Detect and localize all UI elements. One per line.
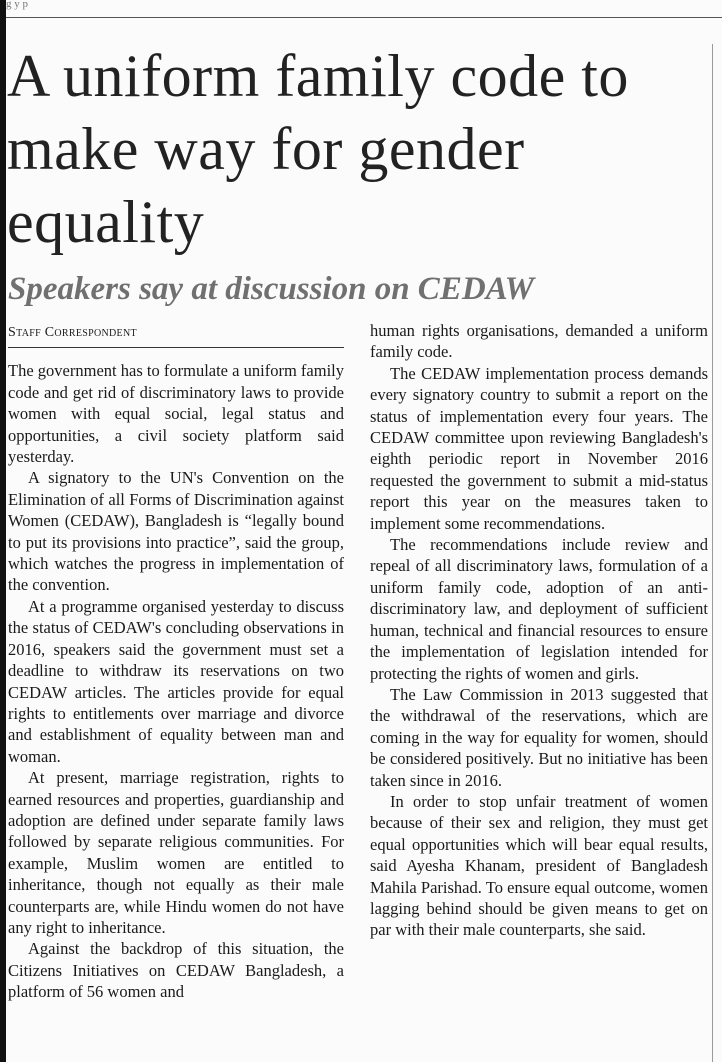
paragraph: The recommendations include review and repeal of all discriminatory laws, formulation of a uniform family code, adoption of an anti-discriminatory law, and deployment of sufficient human, technical and financial resources to ensure the implementation of legislation intended for protecting the rights of women and girls. — [370, 535, 708, 683]
paragraph-continued: human rights organisations, demanded a uniform family code. — [370, 321, 708, 362]
subheadline: Speakers say at discussion on CEDAW — [8, 271, 534, 307]
paragraph: In order to stop unfair treatment of women because of their sex and religion, they must get equal opportunities which will bear equal results, said Ayesha Khanam, president of Bangladesh Mahila Parishad. To ensure equal outcome, women lagging behind should be given means to get on par with their male counterparts, she said. — [370, 791, 708, 940]
paragraph: A signatory to the UN's Convention on the Elimination of all Forms of Discrimination against Women (CEDAW), Bangladesh is “legally bound to put its provisions into practice”, said the group, which watches the progress in implementation of the convention. — [8, 468, 344, 595]
paragraph: At present, marriage registration, rights to earned resources and properties, guardianship and adoption are defined under separate family laws followed by separate religious communities. For example, Muslim women are entitled to inheritance, though not equally as their male counterparts are, while Hindu women do not have any right to inheritance. — [8, 768, 344, 937]
paragraph: The government has to formulate a uniform family code and get rid of discriminatory laws to provide women with equal social, legal status and opportunities, a civil society platform said yesterday. — [8, 361, 344, 467]
headline: A uniform family code to make way for gender equality — [7, 43, 629, 255]
column-rule — [712, 44, 713, 1062]
previous-article-strip: g y p — [6, 0, 722, 18]
paragraph: Against the backdrop of this situation, the Citizens Initiatives on CEDAW Bangladesh, a platform of 56 women and — [8, 939, 344, 1002]
byline: Staff Correspondent — [8, 321, 344, 348]
paragraph: The CEDAW implementation process demands every signatory country to submit a report on the status of implementation every four years. The CEDAW committee upon reviewing Bangladesh's eighth periodic report in November 2016 requested the government to submit a mid-status report this year on the measures taken to implement some recommendations. — [370, 363, 708, 533]
right-column — [370, 320, 708, 1061]
paragraph: The Law Commission in 2013 suggested that the withdrawal of the reservations, which are coming in the way for equality for women, should be considered positively. But no initiative has been taken since in 2016. — [370, 684, 708, 790]
paragraph: At a programme organised yesterday to discuss the status of CEDAW's concluding observations in 2016, speakers said the government must set a deadline to withdraw its reservations on two CEDAW articles. The articles provide for equal rights to entitlements over marriage and divorce and establishment of equality between man and woman. — [8, 596, 344, 766]
left-column — [8, 321, 344, 1062]
page-edge-bar — [0, 0, 6, 1062]
